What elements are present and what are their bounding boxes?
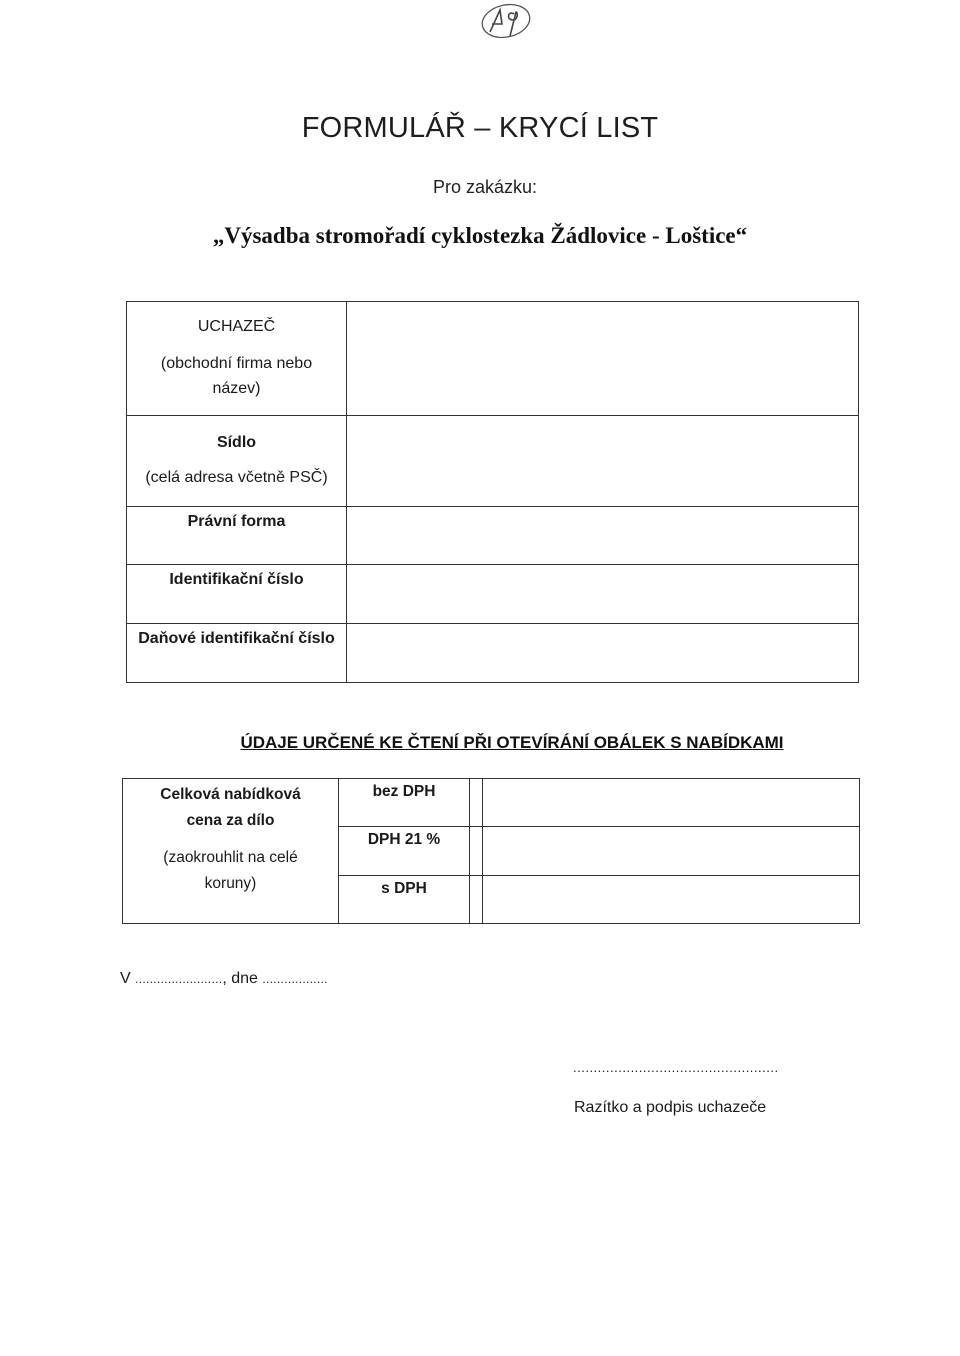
seat-sublabel: (celá adresa včetně PSČ) — [145, 469, 328, 486]
price-row-name: DPH 21 % — [339, 827, 470, 876]
id-number-label: Identifikační číslo — [169, 571, 304, 588]
seat-value-field[interactable] — [347, 416, 859, 507]
tax-id-label-cell — [127, 624, 347, 683]
place-date-line — [120, 970, 328, 988]
place-prefix: V — [120, 970, 131, 987]
table-row — [127, 507, 859, 565]
date-dots[interactable]: .................. — [262, 972, 328, 986]
legal-form-value-field[interactable] — [347, 507, 859, 565]
legal-form-label-cell — [127, 507, 347, 565]
table-row — [127, 624, 859, 683]
price-label-cell — [123, 779, 339, 924]
price-row-name: bez DPH — [339, 779, 470, 827]
table-row — [127, 416, 859, 507]
price-with-vat-field[interactable] — [483, 876, 860, 924]
section-heading: ÚDAJE URČENÉ KE ČTENÍ PŘI OTEVÍRÁNÍ OBÁLEK S NABÍDKAMI — [240, 733, 784, 752]
date-prefix: , dne — [222, 970, 258, 987]
applicant-label-cell — [127, 302, 347, 416]
project-name: „Výsadba stromořadí cyklostezka Žádlovice - Loštice“ — [212, 223, 748, 248]
seat-label-cell — [127, 416, 347, 507]
table-row — [123, 779, 860, 827]
price-label: Celková nabídková cena za dílo — [160, 786, 301, 830]
price-gap-cell — [470, 876, 483, 924]
id-number-label-cell — [127, 565, 347, 624]
applicant-value-field[interactable] — [347, 302, 859, 416]
price-table — [122, 778, 860, 924]
table-row — [127, 565, 859, 624]
price-without-vat-field[interactable] — [483, 779, 860, 827]
tax-id-value-field[interactable] — [347, 624, 859, 683]
signature-line[interactable]: .................................................. — [573, 1060, 779, 1075]
price-gap-cell — [470, 827, 483, 876]
place-dots[interactable]: ........................ — [135, 972, 223, 986]
applicant-table — [126, 301, 859, 683]
seat-label: Sídlo — [216, 434, 257, 452]
signature-label: Razítko a podpis uchazeče — [574, 1099, 767, 1116]
id-number-value-field[interactable] — [347, 565, 859, 624]
page-title: FORMULÁŘ – KRYCÍ LIST — [301, 112, 659, 144]
vat-field[interactable] — [483, 827, 860, 876]
price-sublabel: (zaokrouhlit na celé koruny) — [163, 848, 298, 893]
handwritten-page-number — [478, 2, 534, 42]
tax-id-label: Daňové identifikační číslo — [138, 630, 335, 647]
subtitle: Pro zakázku: — [432, 177, 538, 197]
applicant-label: UCHAZEČ — [197, 318, 276, 336]
applicant-sublabel: (obchodní firma nebo název) — [160, 355, 313, 397]
price-row-name: s DPH — [339, 876, 470, 924]
table-row — [127, 302, 859, 416]
legal-form-label: Právní forma — [187, 513, 286, 530]
price-gap-cell — [470, 779, 483, 827]
